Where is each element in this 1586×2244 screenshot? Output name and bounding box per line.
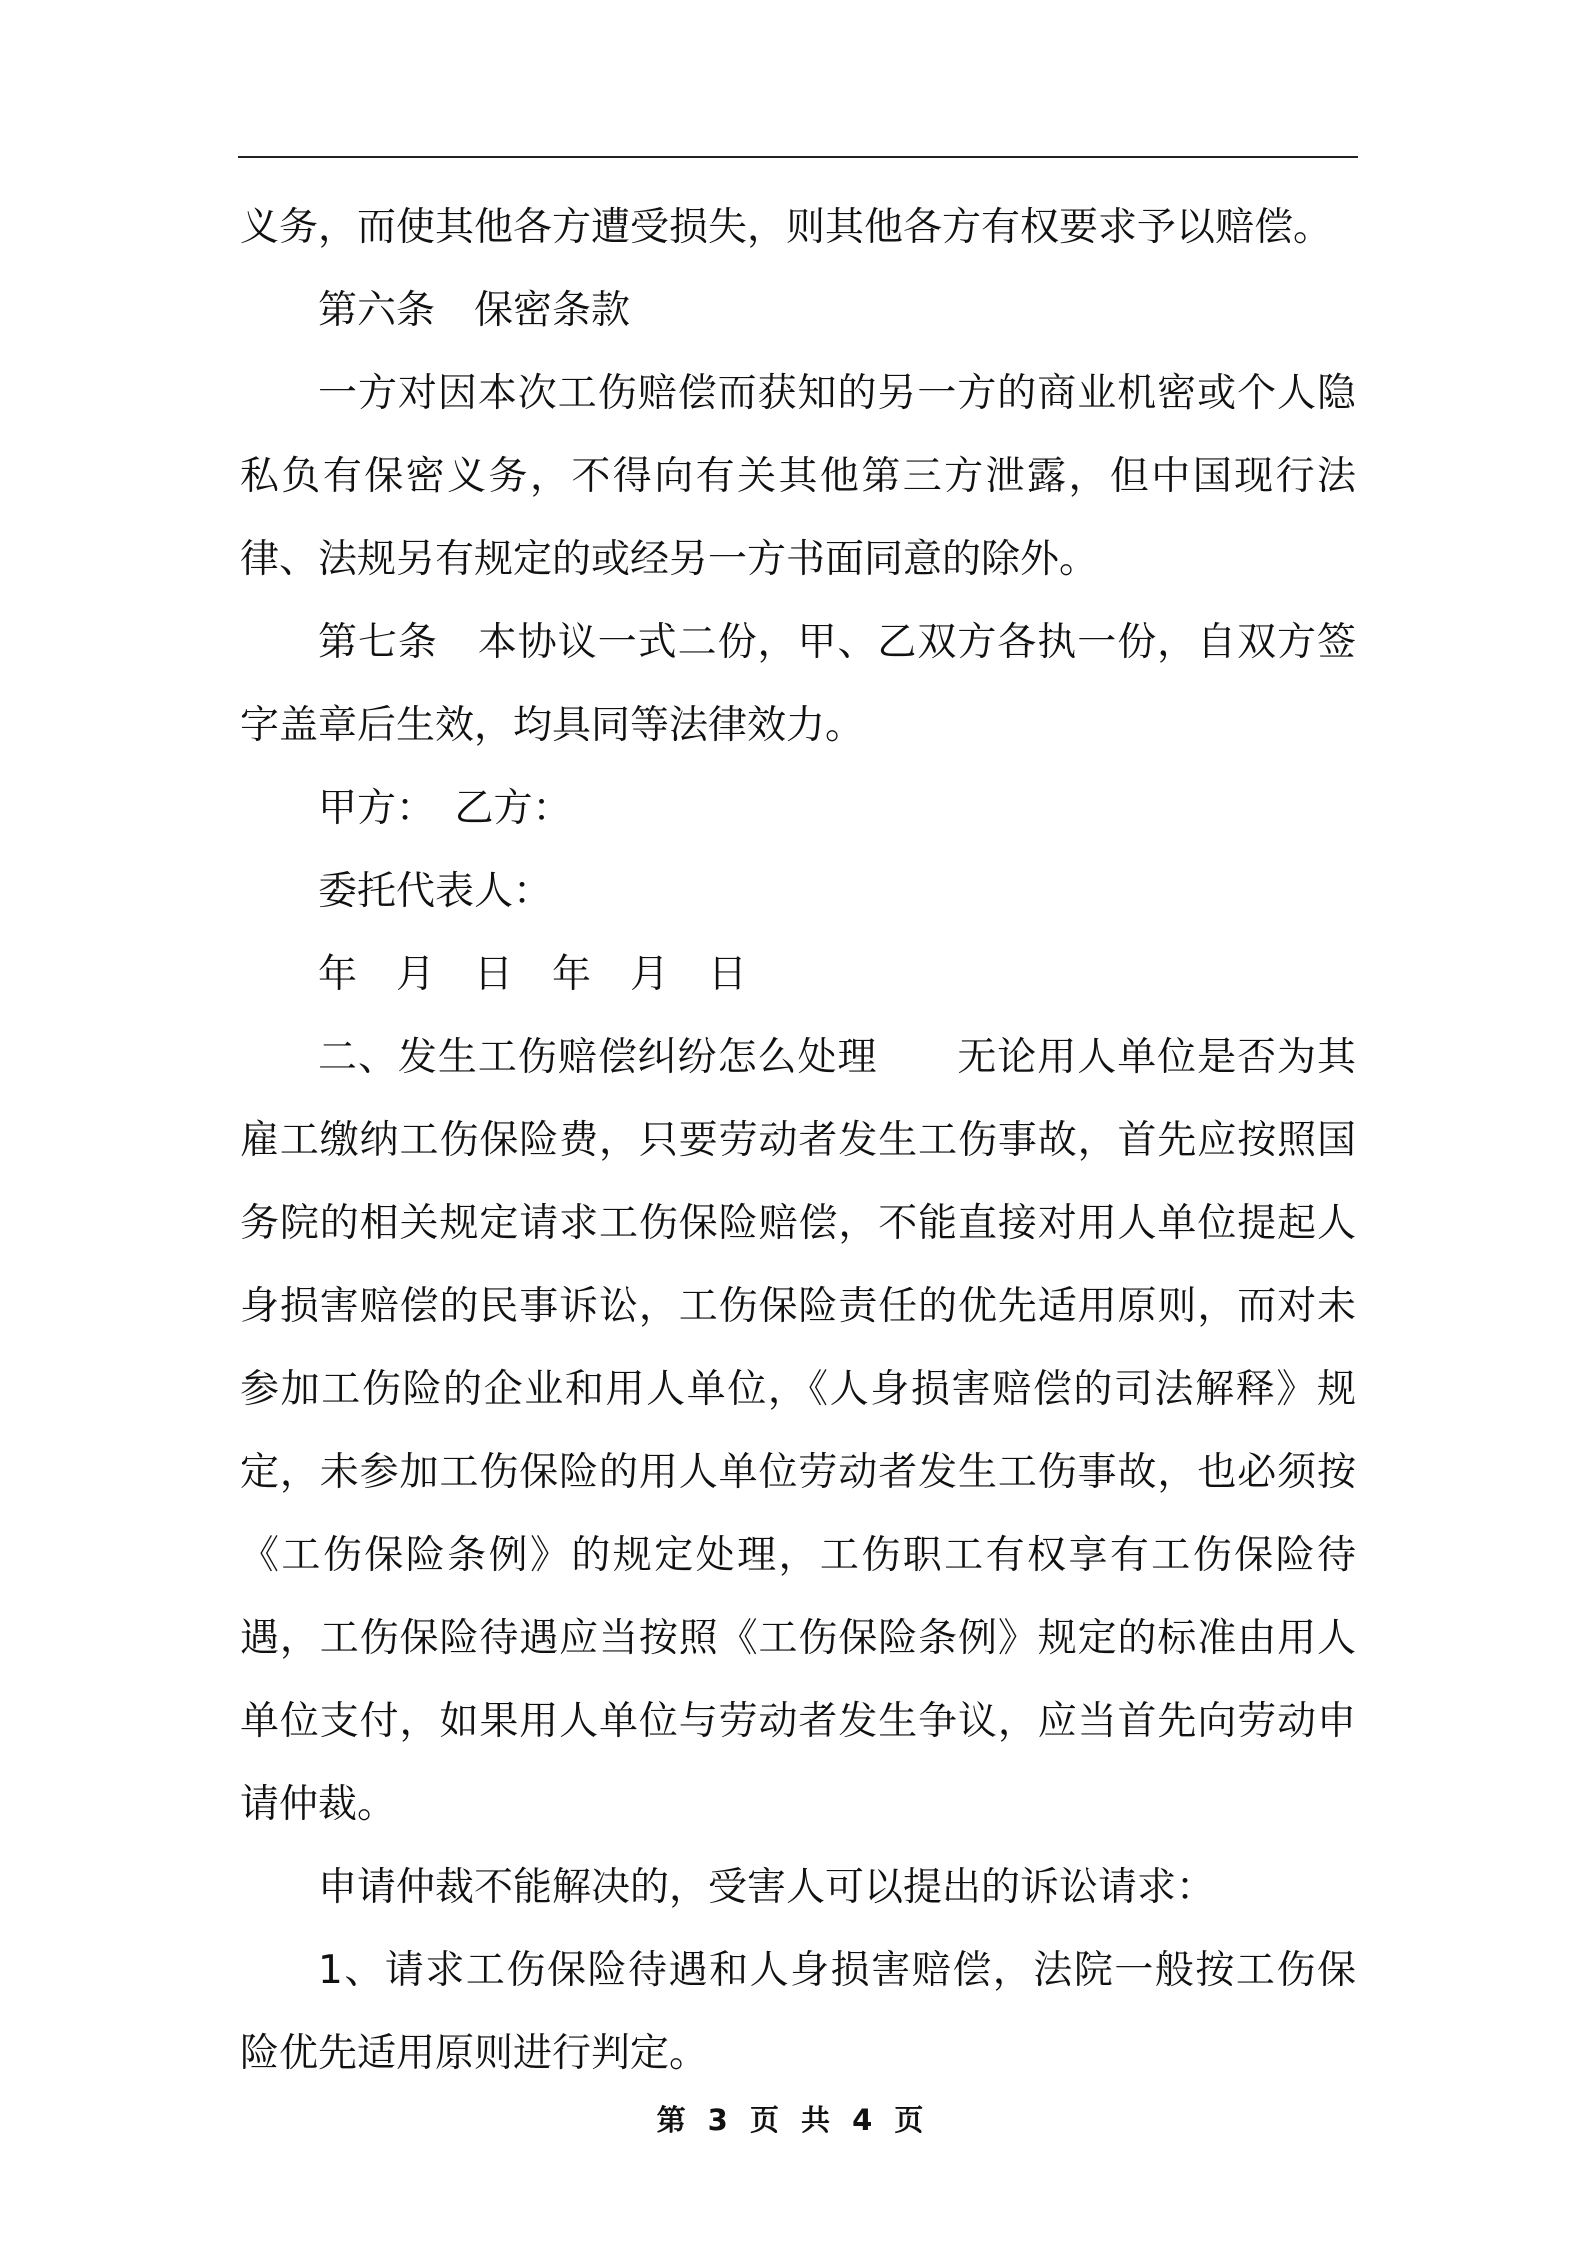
date-line: 年 月 日 年 月 日: [318, 952, 748, 997]
header-rule: [238, 156, 1358, 158]
page-number: 第 3 页 共 4 页: [656, 2103, 930, 2137]
litigation-item-1: 1、请求工伤保险待遇和人身损害赔偿，法院一般按工伤保险优先适用原则进行判定。: [240, 1948, 1356, 2076]
document-body: [240, 186, 1356, 2095]
representative-line: 委托代表人：: [318, 869, 553, 914]
paragraph-continuation: 义务，而使其他各方遭受损失，则其他各方有权要求予以赔偿。: [240, 205, 1333, 250]
confidentiality-paragraph: 一方对因本次工伤赔偿而获知的另一方的商业机密或个人隐私负有保密义务，不得向有关其他第三方泄露，但中国现行法律、法规另有规定的或经另一方书面同意的除外。: [240, 371, 1356, 582]
litigation-intro-paragraph: 申请仲裁不能解决的，受害人可以提出的诉讼请求：: [318, 1865, 1216, 1910]
parties-line: 甲方： 乙方：: [318, 786, 572, 831]
dispute-handling-paragraph: 二、发生工伤赔偿纠纷怎么处理 无论用人单位是否为其雇工缴纳工伤保险费，只要劳动者发生工伤事故，首先应按照国务院的相关规定请求工伤保险赔偿，不能直接对用人单位提起人身损害赔偿的民事诉讼，工伤保险责任的优先适用原则，而对未参加工伤险的企业和用人单位，《人身损害赔偿的司法解释》规定，未参加工伤保险的用人单位劳动者发生工伤事故，也必须按《工伤保险条例》的规定处理，工伤职工有权享有工伤保险待遇，工伤保险待遇应当按照《工伤保险条例》规定的标准由用人单位支付，如果用人单位与劳动者发生争议，应当首先向劳动申请仲裁。: [240, 1035, 1356, 1827]
article-seven-paragraph: 第七条 本协议一式二份，甲、乙双方各执一份，自双方签字盖章后生效，均具同等法律效力。: [240, 620, 1356, 748]
article-six-heading: 第六条 保密条款: [318, 288, 631, 333]
